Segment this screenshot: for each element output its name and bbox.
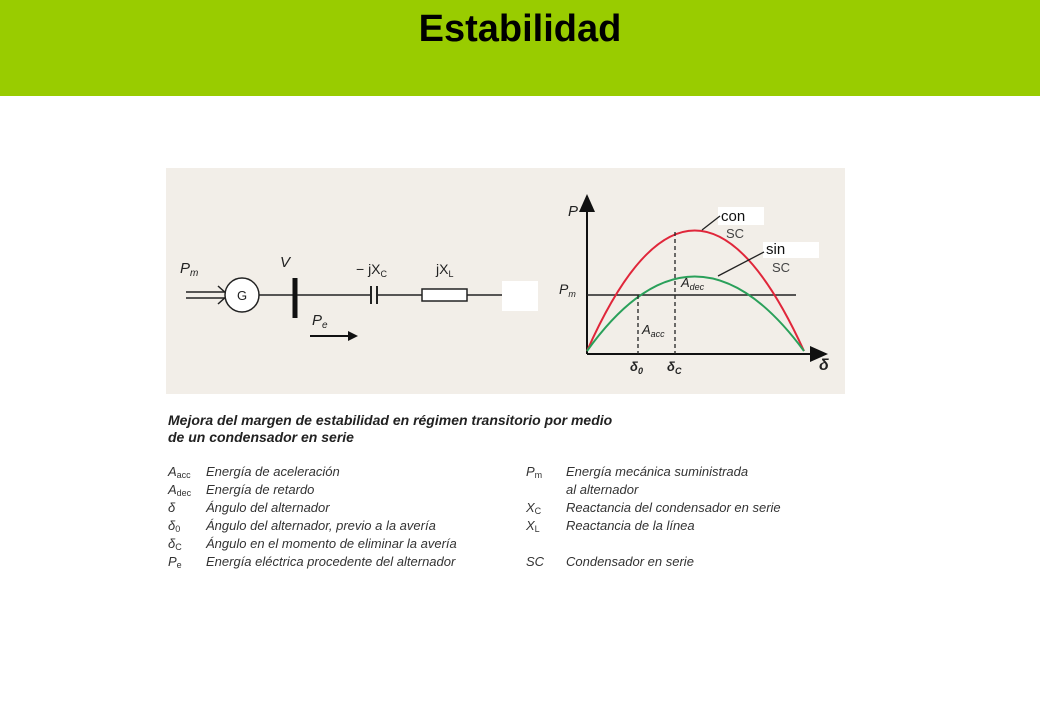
figure-caption bbox=[168, 412, 788, 446]
circuit-pm-label: $P_m$ bbox=[180, 260, 199, 279]
legend-left-text: Ángulo en el momento de eliminar la avería bbox=[206, 536, 457, 551]
sin-pointer bbox=[718, 252, 764, 276]
legend-left-symbol: $\delta_0$ bbox=[168, 518, 181, 534]
legend-left-symbol: $P_e$ bbox=[168, 554, 182, 570]
con-pointer bbox=[702, 216, 720, 230]
legend-right-symbol: $X_L$ bbox=[526, 518, 540, 534]
legend-left-text: Ángulo del alternador, previo a la avería bbox=[206, 518, 436, 533]
legend-left-text: Energía eléctrica procedente del alternador bbox=[206, 554, 456, 569]
aacc-label: $A_{acc}$ bbox=[642, 322, 665, 339]
legend-left-symbol: $\delta_C$ bbox=[168, 536, 182, 552]
grid-box bbox=[502, 281, 538, 311]
bus-voltage-label: V bbox=[280, 254, 291, 271]
plot-pm-label: $P_m$ bbox=[559, 281, 576, 299]
generator-label: G bbox=[236, 288, 248, 303]
legend-right-text: Reactancia de la línea bbox=[566, 518, 695, 533]
legend-left-symbol: $A_{acc}$ bbox=[168, 464, 191, 480]
circuit-pe-label: $P_e$ bbox=[312, 312, 328, 331]
symbol-legend bbox=[168, 464, 848, 584]
legend-right-symbol: $P_m$ bbox=[526, 464, 543, 480]
legend-right-symbol: SC bbox=[526, 554, 545, 569]
p-axis-label: P bbox=[568, 203, 579, 220]
circuit-diagram bbox=[180, 254, 538, 341]
adec-label: $A_{dec}$ bbox=[681, 275, 705, 292]
capacitor-label: − $jX_C$ bbox=[356, 261, 388, 279]
con-label: con bbox=[721, 208, 746, 225]
deltac-label: $\delta_C$ bbox=[667, 359, 682, 376]
legend-right-text: Energía mecánica suministrada bbox=[566, 464, 749, 479]
caption-line-2: de un condensador en serie bbox=[168, 429, 354, 445]
legend-left-text: Energía de aceleración bbox=[206, 464, 340, 479]
con-sc-label: SC bbox=[726, 226, 745, 241]
legend-left-symbol: δ bbox=[168, 500, 176, 515]
legend-left-text: Energía de retardo bbox=[206, 482, 315, 497]
delta-axis-label: δ bbox=[819, 357, 829, 374]
page-title: Estabilidad bbox=[418, 8, 622, 50]
legend-right-symbol: $X_C$ bbox=[526, 500, 542, 516]
sin-sc-label: SC bbox=[772, 260, 791, 275]
title-bar bbox=[0, 0, 1040, 96]
pe-arrow-head bbox=[348, 331, 358, 341]
caption-line-1: Mejora del margen de estabilidad en régimen transitorio por medio bbox=[168, 412, 613, 428]
legend-left-symbol: $A_{dec}$ bbox=[168, 482, 192, 498]
legend-right-text: Condensador en serie bbox=[566, 554, 694, 569]
power-angle-plot bbox=[559, 196, 829, 376]
legend-right-text: Reactancia del condensador en serie bbox=[566, 500, 781, 515]
figure-svg bbox=[166, 168, 845, 394]
legend-left-text: Ángulo del alternador bbox=[206, 500, 330, 515]
line-reactance-symbol bbox=[422, 289, 467, 301]
sin-label: sin bbox=[766, 241, 786, 258]
delta0-label: $\delta_0$ bbox=[630, 359, 643, 376]
stability-figure bbox=[166, 168, 845, 394]
legend-right-text: al alternador bbox=[566, 482, 639, 497]
line-reactance-label: $jX_L$ bbox=[436, 261, 454, 279]
